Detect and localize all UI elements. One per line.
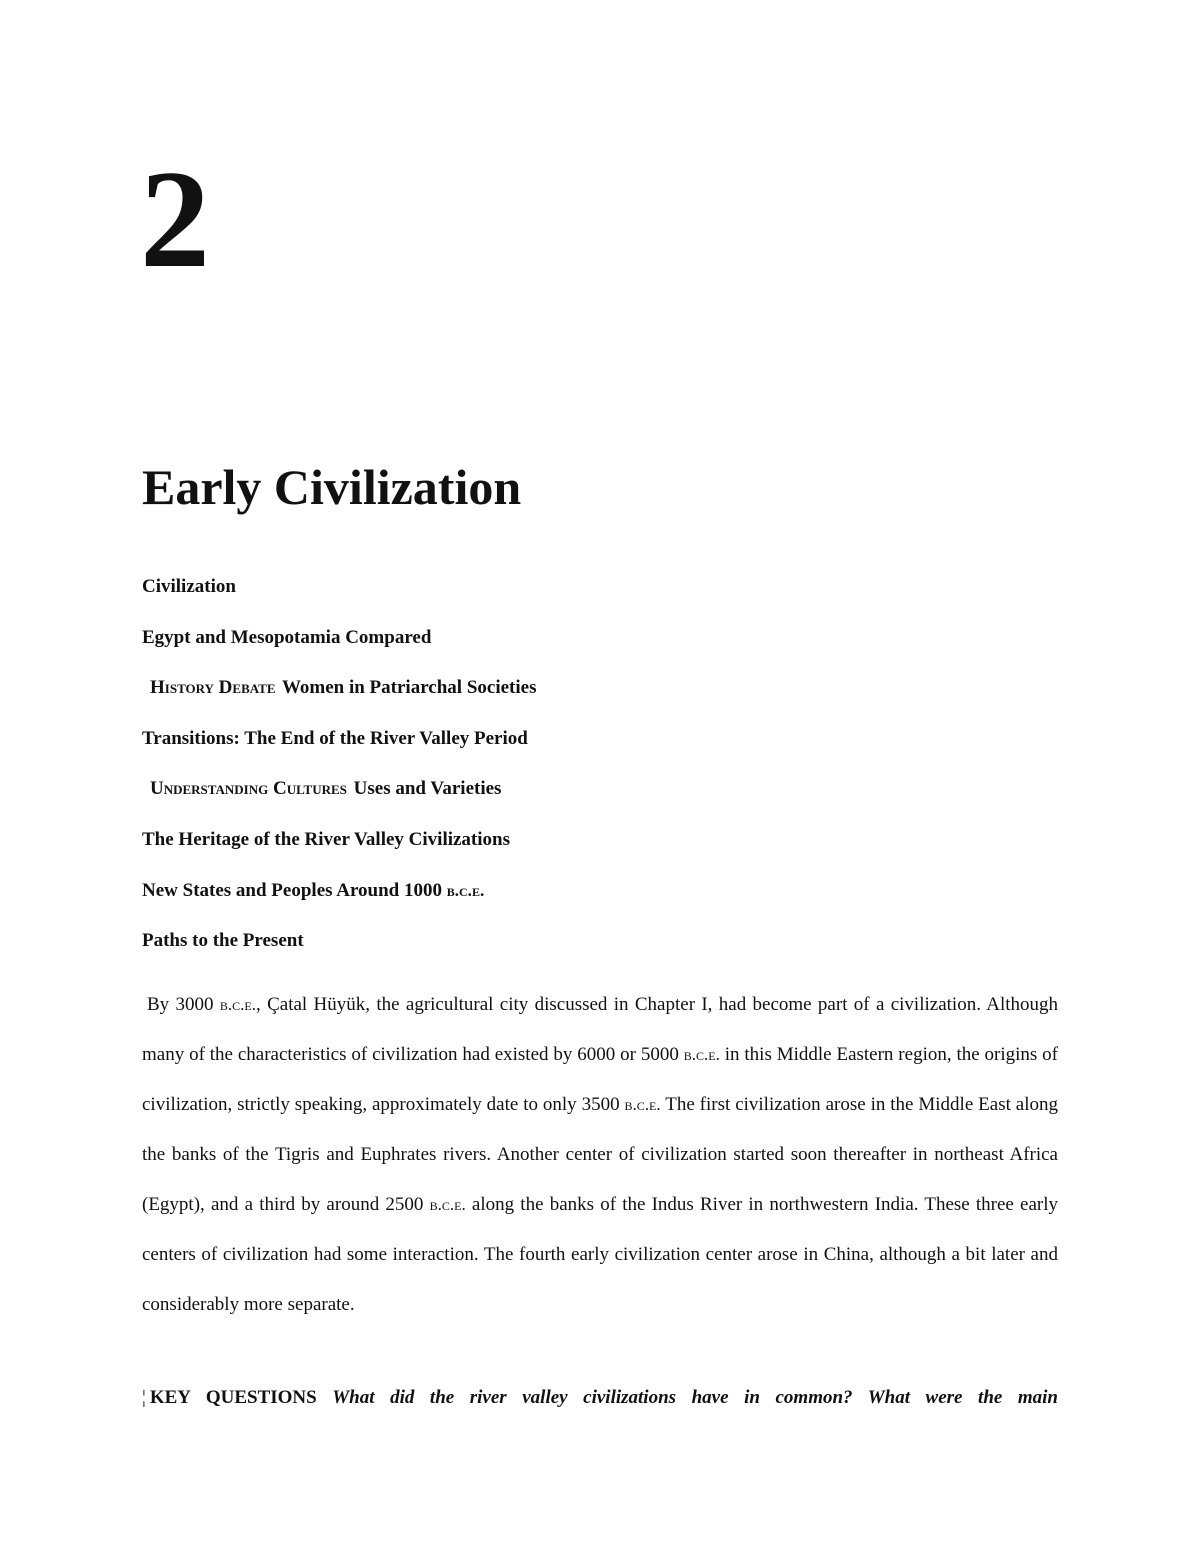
outline-item [142, 928, 1062, 979]
chapter-outline [142, 574, 1062, 979]
key-questions-text: What did the river valley civilizations have in common? What were the main [332, 1387, 1059, 1408]
outline-item-label: Women in Patriarchal Societies [281, 677, 537, 699]
intro-paragraph [142, 980, 1058, 1330]
outline-item-feature [142, 675, 1062, 726]
outline-item-feature [142, 776, 1062, 827]
paragraph-text: By 3000 [147, 994, 214, 1015]
outline-item [142, 878, 1062, 929]
chapter-title: Early Civilization [142, 459, 522, 515]
paragraph-text: , Çatal Hüyük, the agricultural city discussed in Chapter I, had become part of a civilization. Although many of the characteristics of civilization had existed by 6000 or 5000 [142, 994, 1059, 1065]
chapter-number: 2 [140, 142, 210, 297]
era-abbreviation: b.c.e. [683, 1045, 720, 1064]
era-abbreviation: b.c.e. [219, 995, 257, 1014]
key-questions [142, 1378, 1058, 1418]
paragraph-text: The first civilization arose in the Middle East along the banks of the Tigris and Euphrates rivers. Another center of civilization started soon thereafter in northeast Africa (Egypt), and a third by around 2500 [142, 1094, 1058, 1215]
outline-item [142, 726, 1062, 777]
outline-item-label: Transitions: The End of the River Valley Period [142, 727, 528, 749]
paragraph-text: in this Middle Eastern region, the origins of civilization, strictly speaking, approximately date to only 3500 [142, 1044, 1059, 1115]
outline-item [142, 625, 1062, 676]
feature-tag-understanding-cultures: Understanding Cultures [150, 778, 347, 800]
outline-item [142, 574, 1062, 625]
outline-item-label: Egypt and Mesopotamia Compared [142, 626, 432, 648]
feature-tag-history-debate: History Debate [150, 677, 276, 699]
paragraph-text: along the banks of the Indus River in northwestern India. These three early centers of civilization had some interaction. The fourth early civilization center arose in China, although a bit later and considerably more separate. [142, 1194, 1059, 1315]
outline-item-label: Paths to the Present [142, 930, 304, 952]
outline-item-label: Uses and Varieties [353, 778, 502, 800]
era-abbreviation: b.c.e. [446, 880, 485, 900]
key-questions-label: KEY QUESTIONS [149, 1387, 317, 1408]
outline-item [142, 827, 1062, 878]
outline-item-label: New States and Peoples Around 1000 [142, 879, 442, 901]
era-abbreviation: b.c.e. [429, 1195, 466, 1214]
key-questions-marker: ¦ [142, 1387, 146, 1408]
outline-item-label: Civilization [142, 576, 236, 597]
era-abbreviation: b.c.e. [624, 1095, 661, 1114]
outline-item-label: The Heritage of the River Valley Civilizations [142, 828, 510, 850]
